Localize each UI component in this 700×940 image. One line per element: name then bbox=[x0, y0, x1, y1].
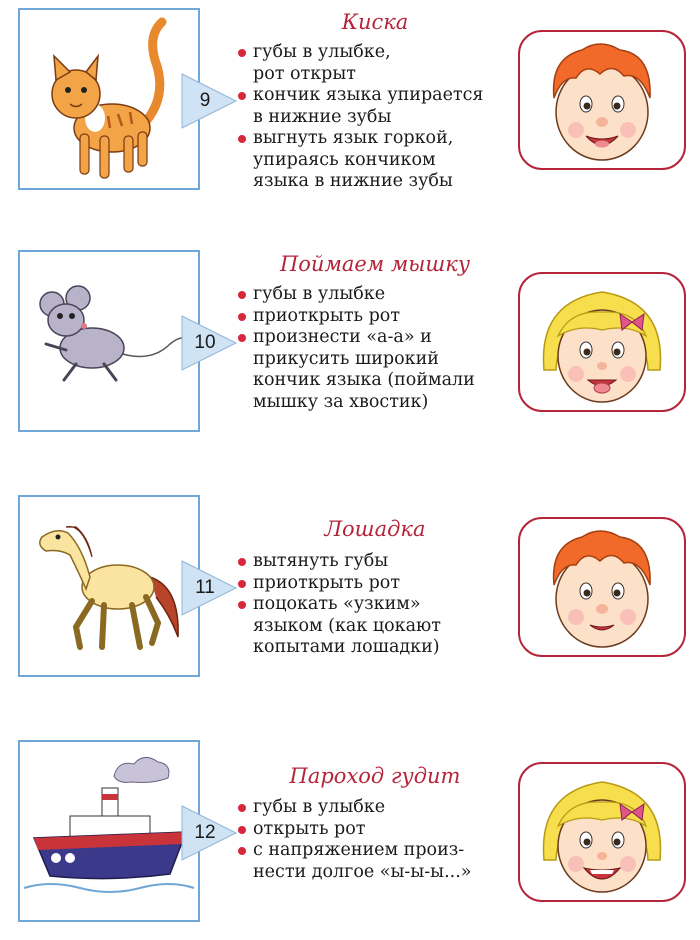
step-text: губы в улыбке bbox=[253, 797, 386, 817]
horse-icon bbox=[20, 497, 198, 675]
exercise-9 bbox=[0, 8, 700, 208]
step-text: поцокать «узким» языком (как цокают копытами лошадки) bbox=[253, 594, 441, 657]
step-text: приоткрыть рот bbox=[253, 305, 401, 326]
steamship-icon bbox=[20, 742, 198, 920]
step-text: вытянуть губы bbox=[253, 551, 389, 571]
step bbox=[236, 128, 526, 193]
step bbox=[236, 327, 526, 413]
boy-face-icon bbox=[520, 519, 684, 655]
exercise-number-badge bbox=[180, 557, 238, 619]
step-text: кончик языка упирается в нижние зубы bbox=[253, 85, 484, 127]
step-text: губы в улыбке, рот открыт bbox=[253, 42, 391, 84]
exercise-title: Поймаем мышку bbox=[279, 252, 471, 276]
cat-icon bbox=[20, 10, 198, 188]
exercise-number: 10 bbox=[194, 332, 216, 353]
face-frame bbox=[518, 762, 686, 902]
face-frame bbox=[518, 30, 686, 170]
step bbox=[236, 573, 526, 595]
picture-frame bbox=[18, 495, 200, 677]
step bbox=[236, 306, 526, 328]
exercise-number-badge bbox=[180, 70, 238, 132]
mouse-icon bbox=[20, 252, 198, 430]
step-text: приоткрыть рот bbox=[253, 572, 401, 593]
step bbox=[236, 284, 526, 306]
step-text: с напряжением произ- нести долгое «ы-ы-ы...» bbox=[253, 840, 472, 882]
step-text: произнести «а-а» и прикусить широкий кончик языка (поймали мышку за хвостик) bbox=[253, 327, 475, 412]
step-text: выгнуть язык горкой, упираясь кончиком языка в нижние зубы bbox=[253, 128, 454, 191]
face-frame bbox=[518, 517, 686, 657]
step bbox=[236, 594, 526, 659]
step bbox=[236, 551, 526, 573]
face-frame bbox=[518, 272, 686, 412]
exercise-10 bbox=[0, 250, 700, 450]
step bbox=[236, 819, 526, 841]
exercise-12 bbox=[0, 740, 700, 940]
exercise-title: Киска bbox=[341, 10, 409, 34]
picture-frame bbox=[18, 740, 200, 922]
step bbox=[236, 42, 526, 85]
step bbox=[236, 85, 526, 128]
step-text: губы в улыбке bbox=[253, 284, 386, 304]
steps-list bbox=[236, 551, 526, 659]
steps-list bbox=[236, 284, 526, 413]
steps-list bbox=[236, 42, 526, 193]
step-text: открыть рот bbox=[253, 818, 366, 839]
boy-face-icon bbox=[520, 32, 684, 168]
girl-face-icon bbox=[520, 274, 684, 410]
girl-face-icon bbox=[520, 764, 684, 900]
step bbox=[236, 840, 526, 883]
picture-frame bbox=[18, 8, 200, 190]
steps-list bbox=[236, 797, 526, 883]
exercise-number: 12 bbox=[194, 822, 216, 843]
exercise-number: 11 bbox=[195, 577, 215, 598]
exercise-title: Лошадка bbox=[324, 517, 426, 541]
exercise-number-badge bbox=[180, 312, 238, 374]
exercise-number-badge bbox=[180, 802, 238, 864]
exercise-title: Пароход гудит bbox=[289, 764, 461, 788]
exercise-11 bbox=[0, 495, 700, 695]
exercise-number: 9 bbox=[199, 90, 211, 111]
step bbox=[236, 797, 526, 819]
picture-frame bbox=[18, 250, 200, 432]
